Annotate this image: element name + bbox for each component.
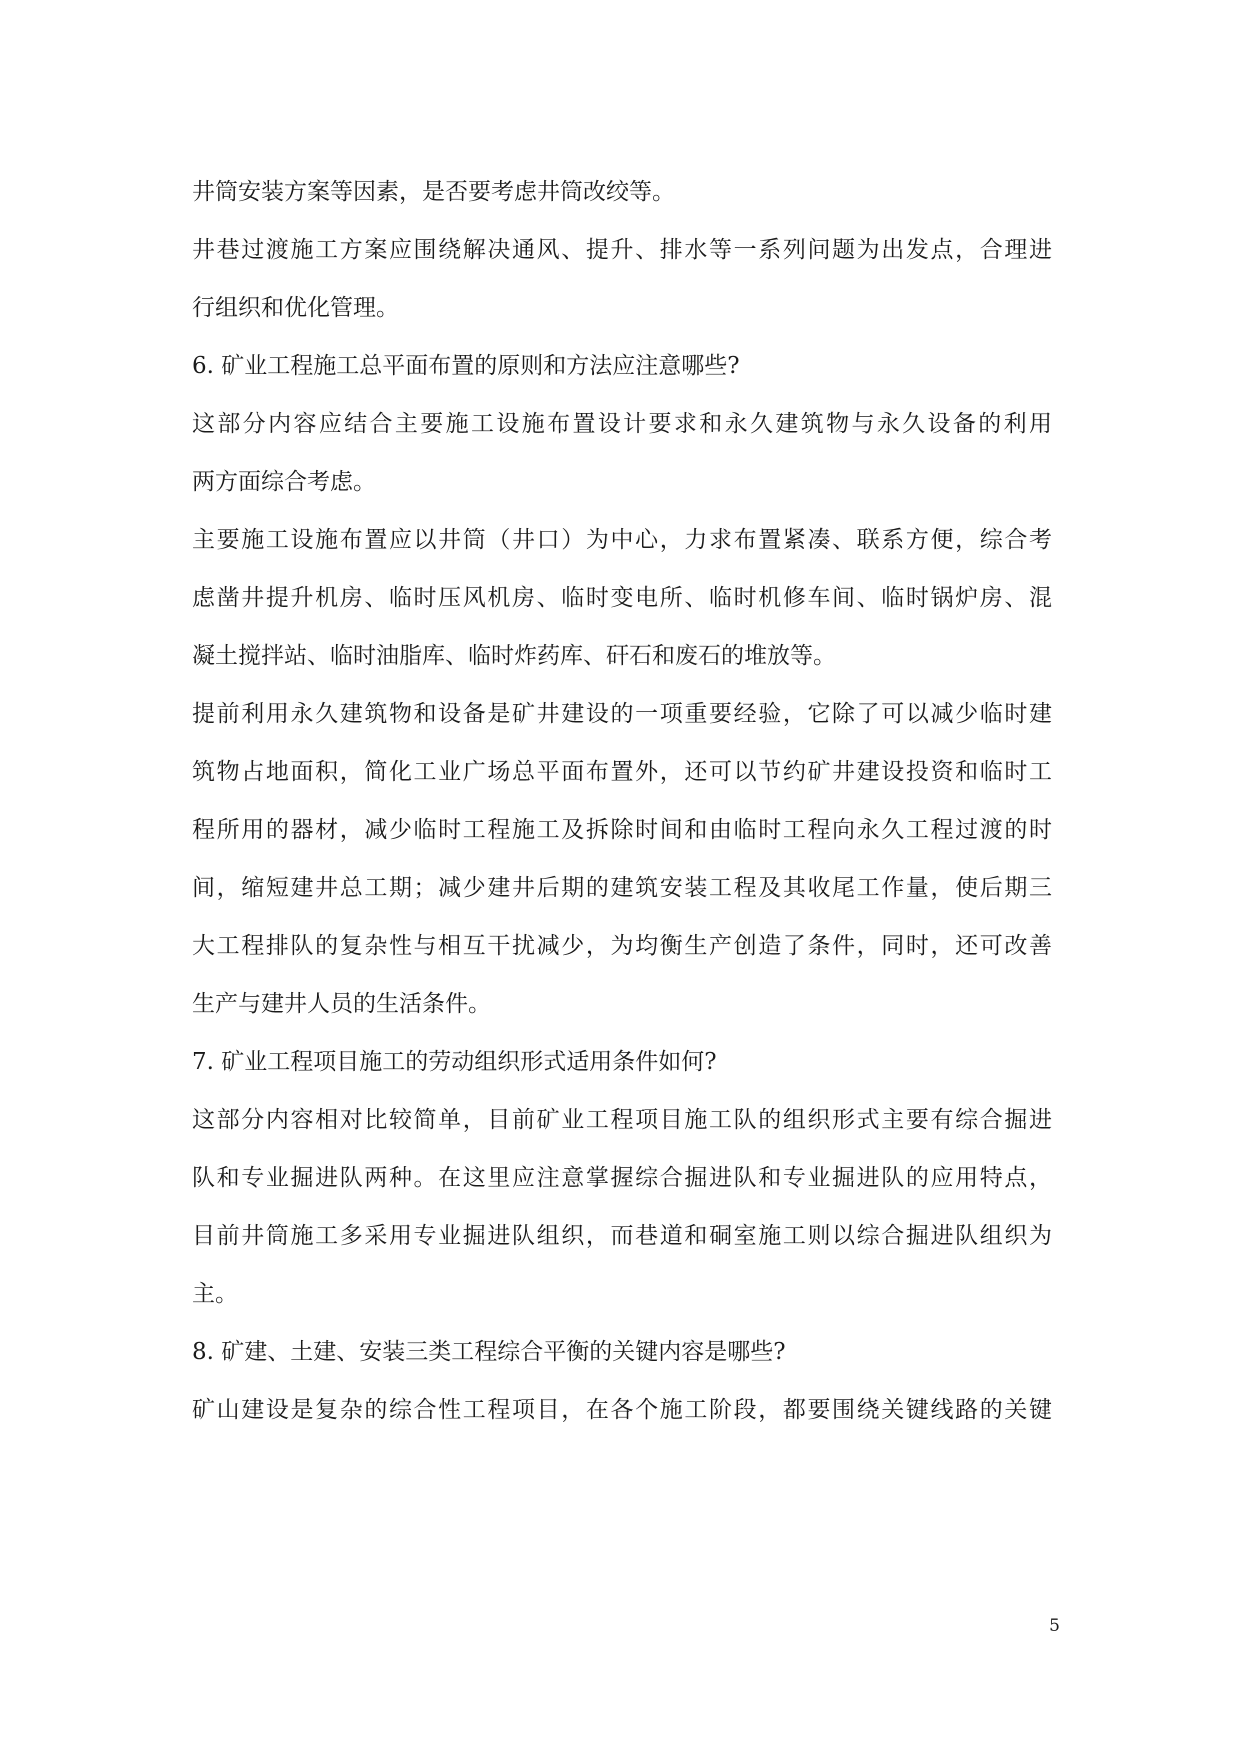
question-heading: 6. 矿业工程施工总平面布置的原则和方法应注意哪些? — [192, 353, 740, 379]
question-heading: 7. 矿业工程项目施工的劳动组织形式适用条件如何? — [192, 1049, 717, 1075]
question-heading: 8. 矿建、土建、安装三类工程综合平衡的关键内容是哪些? — [192, 1339, 786, 1365]
text-line: 间，缩短建井总工期；减少建井后期的建筑安装工程及其收尾工作量，使后期三 — [192, 875, 1052, 901]
text-line: 主要施工设施布置应以井筒（井口）为中心，力求布置紧凑、联系方便，综合考 — [192, 527, 1052, 553]
text-line: 队和专业掘进队两种。在这里应注意掌握综合掘进队和专业掘进队的应用特点， — [192, 1165, 1052, 1191]
text-line: 矿山建设是复杂的综合性工程项目，在各个施工阶段，都要围绕关键线路的关键 — [192, 1397, 1052, 1423]
text-line: 目前井筒施工多采用专业掘进队组织，而巷道和硐室施工则以综合掘进队组织为 — [192, 1223, 1052, 1249]
text-line: 井筒安装方案等因素，是否要考虑井筒改绞等。 — [192, 179, 675, 205]
page-number: 5 — [1049, 1616, 1060, 1636]
text-line: 井巷过渡施工方案应围绕解决通风、提升、排水等一系列问题为出发点，合理进 — [192, 237, 1052, 263]
text-line: 这部分内容应结合主要施工设施布置设计要求和永久建筑物与永久设备的利用 — [192, 411, 1052, 437]
text-line: 这部分内容相对比较简单，目前矿业工程项目施工队的组织形式主要有综合掘进 — [192, 1107, 1052, 1133]
text-line: 程所用的器材，减少临时工程施工及拆除时间和由临时工程向永久工程过渡的时 — [192, 817, 1052, 843]
text-line: 虑凿井提升机房、临时压风机房、临时变电所、临时机修车间、临时锅炉房、混 — [192, 585, 1052, 611]
text-line: 两方面综合考虑。 — [192, 469, 376, 495]
text-line: 生产与建井人员的生活条件。 — [192, 991, 491, 1017]
text-line: 行组织和优化管理。 — [192, 295, 399, 321]
text-line: 大工程排队的复杂性与相互干扰减少，为均衡生产创造了条件，同时，还可改善 — [192, 933, 1052, 959]
text-line: 主。 — [192, 1281, 238, 1307]
text-line: 筑物占地面积，简化工业广场总平面布置外，还可以节约矿井建设投资和临时工 — [192, 759, 1052, 785]
text-line: 凝土搅拌站、临时油脂库、临时炸药库、矸石和废石的堆放等。 — [192, 643, 836, 669]
text-line: 提前利用永久建筑物和设备是矿井建设的一项重要经验，它除了可以减少临时建 — [192, 701, 1052, 727]
